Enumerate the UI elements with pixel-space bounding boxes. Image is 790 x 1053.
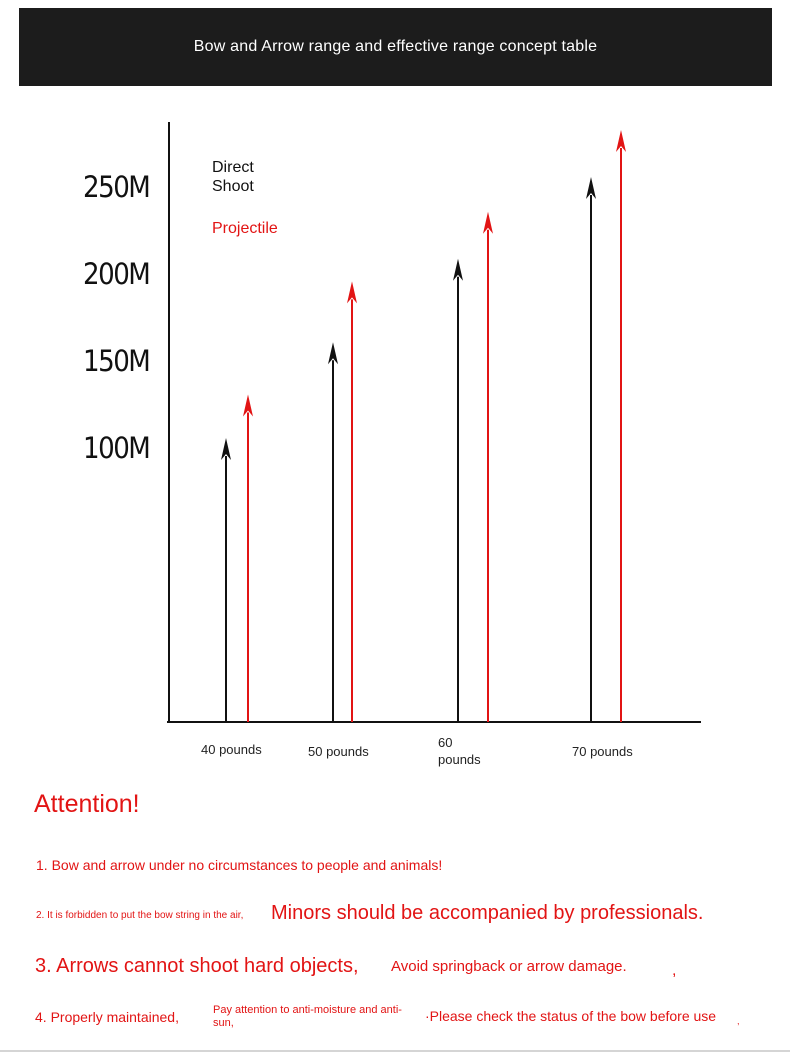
y-tick-label: 250M: [83, 170, 150, 204]
y-tick-labels: [83, 170, 149, 465]
y-tick-label: 150M: [83, 344, 150, 378]
bottom-divider: [0, 1050, 790, 1052]
y-tick-label: 200M: [83, 257, 150, 291]
legend-direct: Direct Shoot: [212, 159, 254, 195]
chart-title: Bow and Arrow range and effective range concept table: [193, 38, 598, 55]
note-4-b: Pay attention to anti-moisture and anti-sun,: [213, 1004, 402, 1029]
x-category-labels: [201, 735, 633, 767]
note-2-small: 2. It is forbidden to put the bow string in the air,: [36, 910, 244, 921]
note-2-large: Minors should be accompanied by professionals.: [271, 902, 704, 924]
chart-legend: [212, 159, 278, 237]
x-category-label: 70 pounds: [572, 744, 633, 759]
range-arrows: [221, 130, 626, 722]
header-bar: [19, 8, 772, 86]
note-4-c: ·Please check the status of the bow before use: [425, 1008, 717, 1024]
y-tick-label: 100M: [83, 431, 150, 465]
note-4-a: 4. Properly maintained,: [35, 1009, 179, 1025]
attention-heading: Attention!: [34, 790, 140, 818]
range-chart: [0, 100, 790, 780]
x-category-label: 50 pounds: [308, 744, 369, 759]
note-4-d: ,: [737, 1016, 740, 1026]
x-category-label: 60 pounds: [438, 735, 481, 767]
note-1: 1. Bow and arrow under no circumstances to people and animals!: [36, 857, 443, 873]
legend-projectile: Projectile: [212, 220, 278, 237]
x-category-label: 40 pounds: [201, 742, 262, 757]
note-3-b: Avoid springback or arrow damage.: [391, 958, 627, 975]
note-3-a: 3. Arrows cannot shoot hard objects,: [35, 955, 359, 977]
note-3-c: ,: [672, 962, 677, 979]
